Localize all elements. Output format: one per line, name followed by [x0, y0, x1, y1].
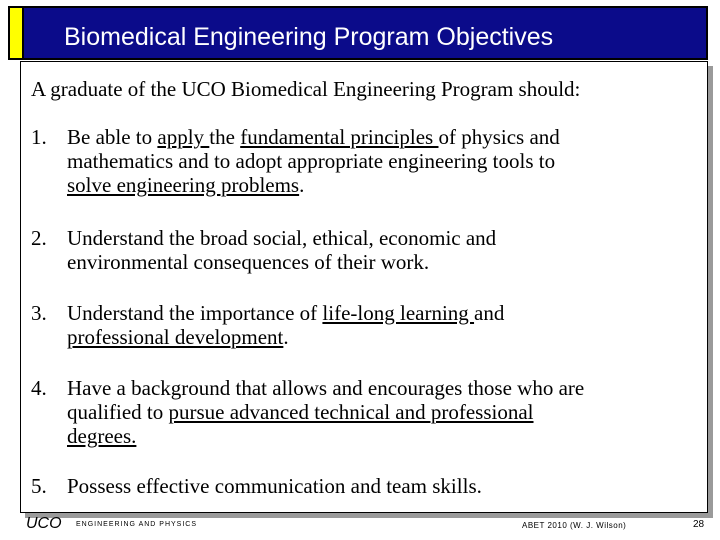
text-run: of physics and — [438, 125, 560, 149]
text-run: qualified to — [67, 400, 169, 424]
intro-text: A graduate of the UCO Biomedical Engineering Program should: — [31, 77, 581, 101]
underlined-term: pursue advanced technical and professional — [168, 400, 534, 424]
text-run: the — [209, 125, 241, 149]
underlined-term: fundamental principles — [240, 125, 439, 149]
footer-credit: ABET 2010 (W. J. Wilson) — [522, 521, 627, 530]
item-text — [67, 474, 482, 498]
underlined-term: life-long learning — [322, 301, 475, 325]
item-line — [67, 149, 560, 173]
text-run: . — [299, 173, 305, 197]
item-line — [67, 125, 560, 149]
item-line — [67, 226, 496, 250]
text-run: Have a background that allows and encourages those who are — [67, 376, 585, 400]
item-number: 4. — [31, 376, 47, 400]
item-line — [67, 424, 584, 448]
item-text — [67, 301, 504, 349]
item-number: 2. — [31, 226, 47, 250]
text-run: environmental consequences of their work. — [67, 250, 430, 274]
underlined-term: professional development — [67, 325, 284, 349]
underlined-term: solve engineering problems — [67, 173, 300, 197]
item-text — [67, 226, 496, 274]
item-number: 5. — [31, 474, 47, 498]
text-run: Possess effective communication and team skills. — [67, 474, 482, 498]
content-panel — [20, 61, 708, 513]
page-number: 28 — [693, 519, 705, 530]
slide-title: Biomedical Engineering Program Objectives — [64, 23, 554, 51]
text-run: Understand the importance of — [67, 301, 323, 325]
item-line — [67, 325, 504, 349]
text-run: and — [474, 301, 505, 325]
text-run: mathematics and to adopt appropriate engineering tools to — [67, 149, 556, 173]
item-line — [67, 250, 496, 274]
text-run: Understand the broad social, ethical, economic and — [67, 226, 497, 250]
underlined-term: degrees. — [67, 424, 137, 448]
item-line — [67, 173, 560, 197]
item-line — [67, 376, 584, 400]
title-panel — [22, 8, 706, 58]
item-line — [67, 400, 584, 424]
text-run: Be able to — [67, 125, 158, 149]
underlined-term: apply — [157, 125, 210, 149]
item-text — [67, 125, 560, 197]
item-line — [67, 301, 504, 325]
item-text — [67, 376, 584, 448]
title-bar — [8, 6, 708, 60]
text-run: . — [283, 325, 289, 349]
uco-logo: UCO — [26, 515, 62, 532]
item-number: 3. — [31, 301, 47, 325]
item-line — [67, 474, 482, 498]
footer-department: ENGINEERING AND PHYSICS — [76, 521, 198, 528]
item-number: 1. — [31, 125, 47, 149]
